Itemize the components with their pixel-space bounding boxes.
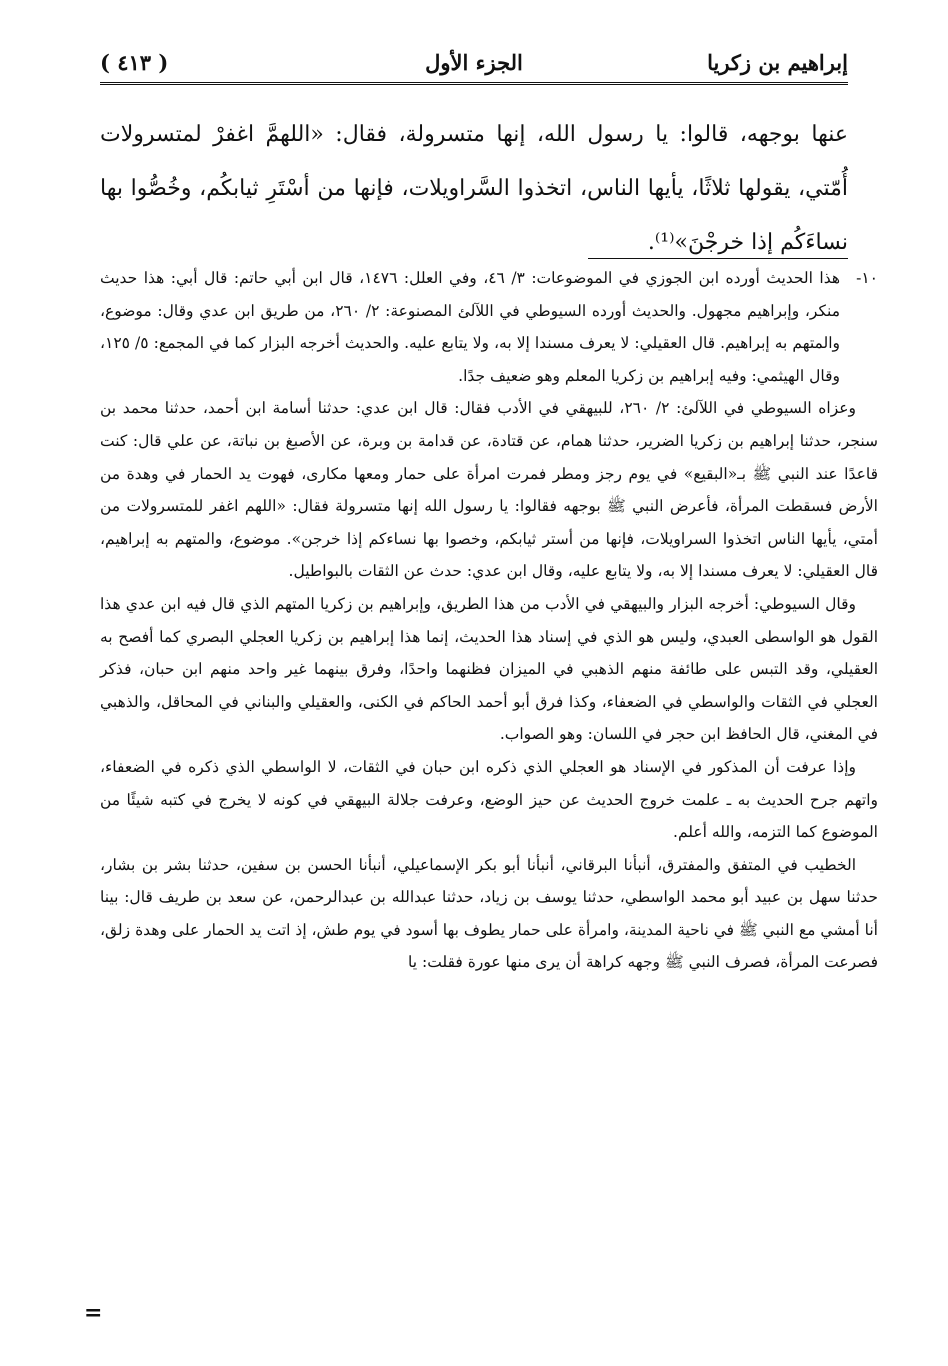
footnote-paragraph: وقال السيوطي: أخرجه البزار والبيهقي في الأدب من هذا الطريق، وإبراهيم بن زكريا المتهم الذي قال فيه ابن عدي هذا القول هو الواسطى العبدي، وليس هو الذي في إسناد هذا الحديث، إنما هذا إبراهيم بن زكريا العجلي البصري كما أفصح به العقيلي، وقد التبس على طائفة منهم الذهبي في الميزان فظنهما واحدًا، وفرق بينهما غير واحد منهم ابن حبان، فذكر العجلي في الثقات والواسطي في الضعفاء، وكذا فرق أبو أحمد الحاكم في الكنى، والعقيلي والبناني في المحاقل، والذهبي في المغني، قال الحافظ ابن حجر في اللسان: وهو الصواب. xyxy=(100,594,878,744)
header-part: الجزء الأول xyxy=(425,49,523,75)
main-text-block xyxy=(100,108,848,270)
running-header xyxy=(100,42,848,85)
continuation-mark: = xyxy=(84,1300,103,1326)
main-text: عنها بوجهه، قالوا: يا رسول الله، إنها متسرولة، فقال: «اللهمَّ اغفرْ لمتسرولات أُمّتي، يقولها ثلاثًا، يأيها الناس، اتخذوا السَّراويلات، فإنها من أسْتَرِ ثيابكُم، وخُصُّوا بها نساءَكُم إذا خرجْنَ»⁽¹⁾. xyxy=(100,122,848,255)
footnote-separator xyxy=(588,258,848,259)
footnote-text: هذا الحديث أورده ابن الجوزي في الموضوعات: ٣/ ٤٦، وفي العلل: ١٤٧٦، قال ابن أبي حاتم: قال أبي: هذا حديث منكر، وإبراهيم مجهول. والحديث أورده السيوطي في اللآلئ المصنوعة: ٢/ ٢٦٠، من طريق ابن عدي وقال: موضوع، والمتهم به إبراهيم. قال العقيلي: لا يعرف مسندا إلا به، ولا يتابع عليه. والحديث أخرجه البزار كما في المجمع: ٥/ ١٢٥، وقال الهيثمي: وفيه إبراهيم بن زكريا المعلم وهو ضعيف جدًا. xyxy=(100,269,840,385)
header-author: إبراهيم بن زكريا xyxy=(707,49,848,75)
footnote-paragraph: وإذا عرفت أن المذكور في الإسناد هو العجلي الذي ذكره ابن حبان في الثقات، لا الواسطي الذي ذكره في الضعفاء، واتهم جرح الحديث به ـ علمت خروج الحديث عن حيز الوضع، وعرفت جلالة البيهقي في كونه لا يخرج في كتبه شيئًا من الموضوع كما التزمه، والله أعلم. xyxy=(100,757,878,842)
footnote-paragraph: وعزاه السيوطي في اللآلئ: ٢/ ٢٦٠، للبيهقي في الأدب فقال: قال ابن عدي: حدثنا أسامة ابن أحمد، حدثنا محمد بن سنجر، حدثنا إبراهيم بن زكريا الضرير، حدثنا همام، عن قتادة، عن قدامة بن وبرة، عن الأصبغ بن نباتة، عن علي قال: كنت قاعدًا عند النبي ﷺ بـ«البقيع» في يوم رجز ومطر فمرت امرأة على حمار ومعها مكارى، فهوت يد الحمار في وهدة من الأرض فسقطت المرأة، فأعرض النبي ﷺ بوجهه فقالوا: يا رسول الله إنها متسرولة فقال: «اللهم اغفر للمتسرولات من أمتي، يأيها الناس اتخذوا السراويلات، فإنها من أستر ثيابكم، وخصوا بها نساءكم إذا خرجن». موضوع، والمتهم به إبراهيم، قال العقيلي: لا يعرف مسندا إلا به، ولا يتابع عليه، وقال ابن عدي: حدث عن الثقات بالبواطيل. xyxy=(100,399,878,581)
footnote-marker: ١٠- xyxy=(856,269,878,287)
page-number: ( ٤١٣ ) xyxy=(100,49,169,75)
footnote-paragraph: الخطيب في المتفق والمفترق، أنبأنا البرقاني، أنبأنا أبو بكر الإسماعيلي، أنبأنا الحسن بن سفين، حدثنا بشر بن بشار، حدثنا سهل بن عبيد أبو محمد الواسطي، حدثنا يوسف بن زياد، حدثنا عبدالله بن عبدالرحمن، عن سعد بن طريف قال: بينا أنا أمشي مع النبي ﷺ في ناحية المدينة، وامرأة على حمار يطوف بها أسود في يوم طش، إذ اتت يد الحمار على وهدة زلق، فصرعت المرأة، فصرف النبي ﷺ وجهه كراهة أن يرى منها عورة فقلت: يا xyxy=(100,855,878,972)
footnote-paragraph xyxy=(100,262,878,392)
footnotes-block xyxy=(100,262,878,979)
